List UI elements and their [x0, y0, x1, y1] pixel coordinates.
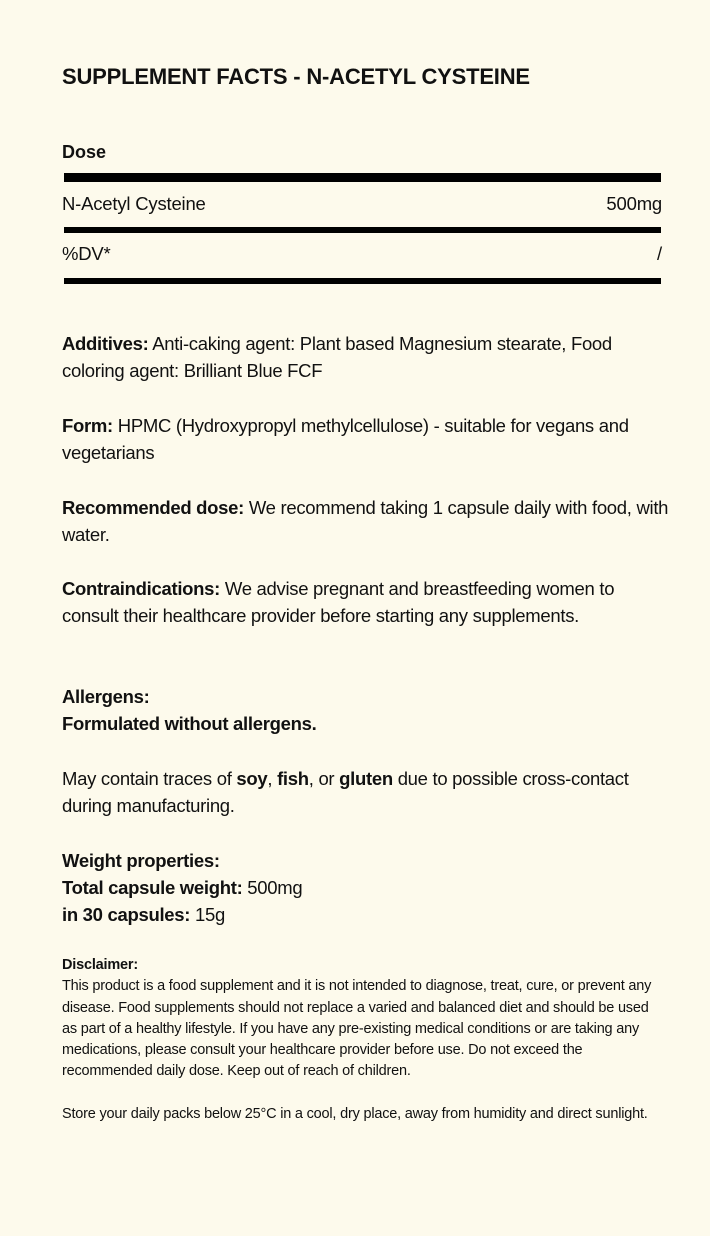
- additives-section: [62, 330, 672, 384]
- row-label: N-Acetyl Cysteine: [62, 193, 206, 214]
- allergens-label: Allergens:: [62, 686, 150, 707]
- weight-label: Weight properties:: [62, 850, 220, 871]
- allergen-soy: soy: [236, 768, 268, 789]
- form-section: [62, 412, 672, 466]
- disclaimer-section: [62, 955, 662, 1125]
- recommended-text: We recommend taking 1 capsule daily with food, with water.: [62, 497, 669, 545]
- traces-suffix: due to possible cross-contact during manufacturing.: [62, 768, 629, 816]
- recommended-label: Recommended dose:: [62, 497, 244, 518]
- additives-label: Additives:: [62, 333, 149, 354]
- separator: ,: [267, 768, 273, 789]
- total-weight-value: 500mg: [247, 877, 303, 898]
- allergens-section: [62, 683, 672, 737]
- separator: , or: [308, 768, 335, 789]
- contraindications-section: [62, 575, 672, 629]
- allergen-fish: fish: [277, 768, 309, 789]
- recommended-dose-section: [62, 494, 672, 548]
- page-title: SUPPLEMENT FACTS - N-ACETYL CYSTEINE: [62, 64, 530, 89]
- row-label: %DV*: [62, 243, 111, 264]
- contraindications-label: Contraindications:: [62, 578, 221, 599]
- disclaimer-label: Disclaimer:: [62, 957, 138, 973]
- row-value: 500mg: [606, 193, 662, 214]
- capsule-count-value: 15g: [195, 904, 225, 925]
- table-row: [62, 243, 662, 265]
- additives-text: Anti-caking agent: Plant based Magnesium stearate, Food coloring agent: Brilliant Blue FCF: [62, 333, 612, 381]
- capsule-count-label: in 30 capsules:: [62, 904, 191, 925]
- contraindications-text: We advise pregnant and breastfeeding women to consult their healthcare provider before starting any supplements.: [62, 578, 615, 626]
- weight-section: [62, 847, 672, 928]
- row-value: /: [657, 243, 662, 264]
- traces-section: [62, 765, 672, 819]
- total-weight-label: Total capsule weight:: [62, 877, 243, 898]
- divider: [64, 278, 661, 284]
- table-header-dose: Dose: [62, 142, 107, 162]
- divider: [64, 227, 661, 233]
- disclaimer-text: This product is a food supplement and it is not intended to diagnose, treat, cure, or prevent any disease. Food supplements should not replace a varied and balanced diet and should be used as part of a healthy lifestyle. If you have any pre-existing medical conditions or are taking any medications, please consult your healthcare provider before use. Do not exceed the recommended daily dose. Keep out of reach of children.: [62, 978, 652, 1080]
- allergen-gluten: gluten: [339, 768, 393, 789]
- divider-thick: [64, 173, 661, 182]
- table-row: [62, 193, 662, 215]
- form-label: Form:: [62, 415, 113, 436]
- traces-prefix: May contain traces of: [62, 768, 232, 789]
- form-text: HPMC (Hydroxypropyl methylcellulose) - suitable for vegans and vegetarians: [62, 415, 629, 463]
- storage-text: Store your daily packs below 25°C in a cool, dry place, away from humidity and direct sunlight.: [62, 1105, 648, 1122]
- allergens-statement: Formulated without allergens.: [62, 713, 317, 734]
